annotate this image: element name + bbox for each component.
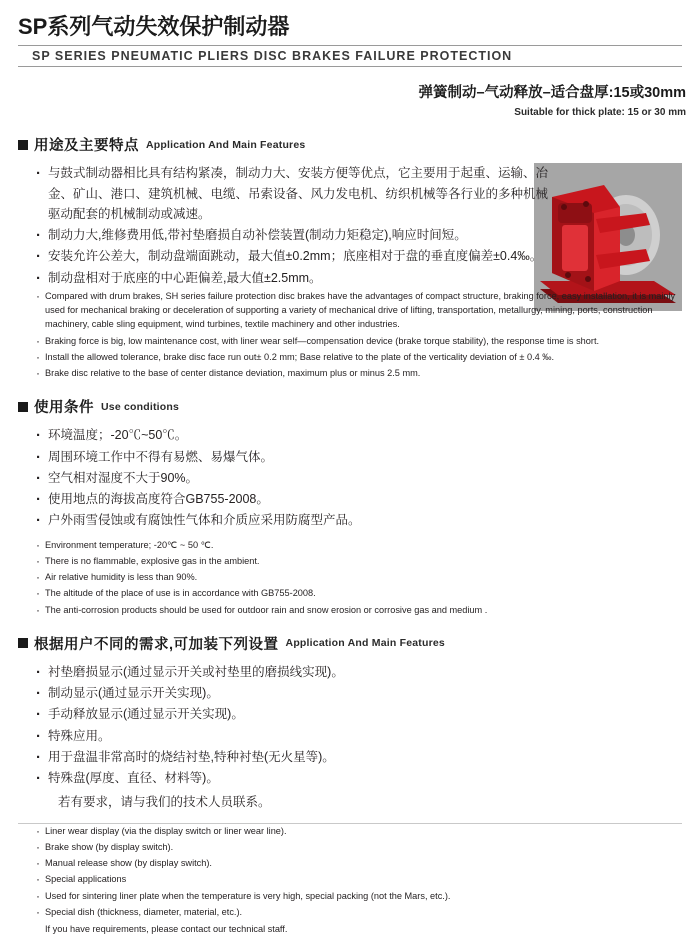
list-item: · 用于盘温非常高时的烧结衬垫,特种衬垫(无火星等)。	[36, 747, 682, 767]
page-title-en: SP SERIES PNEUMATIC PLIERS DISC BRAKES FAILURE PROTECTION	[18, 45, 682, 67]
section-body-options	[18, 662, 682, 813]
section-heading-options	[18, 633, 700, 654]
section-heading-cn: 使用条件	[34, 400, 94, 417]
list-item: · Liner wear display (via the display switch or liner wear line).	[36, 824, 682, 838]
list-item: · The altitude of the place of use is in accordance with GB755-2008.	[36, 586, 682, 600]
list-item: · Special dish (thickness, diameter, material, etc.).	[36, 905, 682, 919]
bullet-square-icon	[18, 140, 28, 150]
section-heading-en: Application And Main Features	[285, 637, 445, 650]
document-page	[0, 14, 700, 935]
section-heading-en: Use conditions	[101, 400, 180, 413]
section-body-use-conditions	[18, 425, 682, 617]
list-item: · The anti-corrosion products should be used for outdoor rain and snow erosion or corrosive gas and medium .	[36, 603, 682, 617]
list-item: · 使用地点的海拔高度符合GB755-2008。	[36, 489, 682, 509]
list-item: · 手动释放显示(通过显示开关实现)。	[36, 704, 682, 724]
options-list-en	[18, 824, 682, 920]
use-conditions-list-en	[18, 538, 682, 617]
list-item: · Install the allowed tolerance, brake disc face run out± 0.2 mm; Base relative to the plate of the verticality deviation of ± 0.4 ‰.	[36, 350, 686, 364]
options-list-cn	[18, 662, 682, 789]
list-item: · 衬垫磨损显示(通过显示开关或衬垫里的磨损线实现)。	[36, 662, 682, 682]
list-item: · 制动显示(通过显示开关实现)。	[36, 683, 682, 703]
list-item: · Environment temperature; -20℃ ~ 50 ℃.	[36, 538, 682, 552]
list-item: · 周围环境工作中不得有易燃、易爆气体。	[36, 447, 682, 467]
section-body-features	[18, 163, 682, 380]
use-conditions-list-cn	[18, 425, 682, 530]
list-item: · 空气相对湿度不大于90%。	[36, 468, 682, 488]
section-heading-use-conditions	[18, 396, 700, 417]
section-heading-cn: 根据用户不同的需求,可加装下列设置	[34, 636, 279, 653]
list-item: · Special applications	[36, 872, 682, 886]
section-heading-cn: 用途及主要特点	[34, 138, 139, 155]
list-item: · There is no flammable, explosive gas in the ambient.	[36, 554, 682, 568]
subheading	[0, 81, 686, 118]
list-item: · 特殊应用。	[36, 726, 682, 746]
list-item: · 制动力大,维修费用低,带衬垫磨损自动补偿装置(制动力矩稳定),响应时间短。	[36, 225, 556, 245]
options-note-en: If you have requirements, please contact our technical staff.	[45, 924, 288, 935]
list-item: · Brake show (by display switch).	[36, 840, 682, 854]
subheading-en: Suitable for thick plate: 15 or 30 mm	[514, 107, 686, 119]
list-item: · 户外雨雪侵蚀或有腐蚀性气体和介质应采用防腐型产品。	[36, 510, 682, 530]
subheading-cn: 弹簧制动–气动释放–适合盘厚:15或30mm	[418, 85, 686, 102]
list-item: · Braking force is big, low maintenance cost, with liner wear self—compensation device (brake torque stability), the response time is short.	[36, 334, 686, 348]
document-header	[18, 14, 682, 67]
feature-list-en	[18, 289, 686, 381]
section-body-options-en	[18, 824, 682, 936]
options-note-cn: 若有要求，请与我们的技术人员联系。	[58, 795, 271, 810]
section-heading-features	[18, 134, 700, 155]
list-item: · Used for sintering liner plate when the temperature is very high, special packing (not the Mars, etc.).	[36, 889, 682, 903]
bullet-square-icon	[18, 402, 28, 412]
list-item: · Air relative humidity is less than 90%.	[36, 570, 682, 584]
list-item: · Manual release show (by display switch).	[36, 856, 682, 870]
list-item: · 环境温度；-20℃~50℃。	[36, 425, 682, 445]
section-heading-en: Application And Main Features	[146, 138, 306, 151]
list-item: · 特殊盘(厚度、直径、材料等)。	[36, 768, 682, 788]
bullet-square-icon	[18, 638, 28, 648]
list-item: · 与鼓式制动器相比具有结构紧凑，制动力大、安装方便等优点，它主要用于起重、运输、冶金、矿山、港口、建筑机械、电缆、吊索设备、风力发电机、纺织机械等各行业的多种机械驱动配套的机械制动或减速。	[36, 163, 556, 224]
list-item: · 制动盘相对于底座的中心距偏差,最大值±2.5mm。	[36, 268, 556, 288]
feature-list-cn	[18, 163, 556, 288]
page-title-cn: SP系列气动失效保护制动器	[18, 14, 290, 39]
list-item: · 安装允许公差大，制动盘端面跳动，最大值±0.2mm；底座相对于盘的垂直度偏差±0.4‰。	[36, 246, 556, 266]
list-item: · Compared with drum brakes, SH series failure protection disc brakes have the advantages of compact structure, braking force, easy installation, it is mainly used for mechanical braking or deceleration of supporting a variety of mechanical drive of lifting, transportation, metallurgy, mining, ports, construction machinery, cable sling equipment, wind turbines, textile machinery and other industries.	[36, 289, 686, 332]
list-item: · Brake disc relative to the base of center distance deviation, maximum plus or minus 2.5 mm.	[36, 366, 686, 380]
